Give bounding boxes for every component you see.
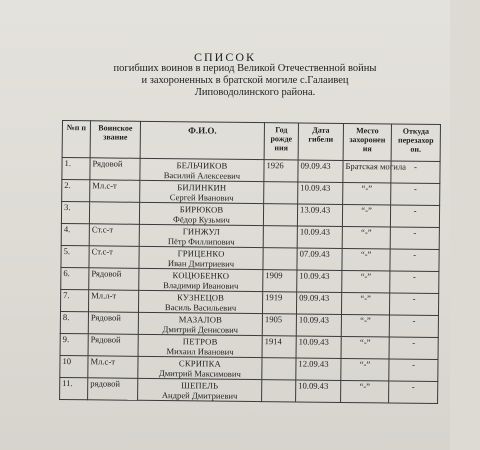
- row-year: [263, 204, 297, 226]
- row-date: 07.09.43: [297, 248, 342, 270]
- row-rank: Рядовой: [90, 158, 140, 181]
- row-fio: [138, 356, 262, 379]
- row-date: 09.09.43: [296, 292, 341, 314]
- row-surname: БИРЮКОВ: [179, 204, 224, 215]
- row-rank: Мл.л-т: [88, 290, 138, 313]
- row-given-name: Андрей Дмитриевич: [161, 390, 238, 401]
- subtitle-line-2: и захороненных в братской могиле с.Галаивец: [141, 75, 349, 86]
- row-place: “-”: [342, 226, 390, 249]
- row-year: [263, 248, 297, 270]
- subtitle-line-3: Липоводолинского района.: [194, 87, 316, 98]
- header-year: Год рожде ния: [264, 123, 298, 160]
- row-date: 09.09.43: [298, 160, 343, 182]
- table-header-row: [62, 121, 440, 162]
- row-num: 3.: [61, 202, 89, 224]
- row-reburial: -: [389, 359, 438, 382]
- row-date: 13.09.43: [297, 204, 342, 226]
- header-fio: Ф.И.О.: [140, 121, 264, 159]
- row-reburial: -: [389, 293, 438, 316]
- row-place: “-”: [342, 248, 390, 271]
- row-given-name: Михаил Иванович: [166, 346, 234, 357]
- row-place: “-”: [341, 336, 389, 359]
- row-num: 1.: [62, 158, 90, 180]
- row-reburial: -: [390, 249, 439, 272]
- row-place: “-”: [342, 270, 390, 293]
- row-surname: ГИНЖУЛ: [182, 226, 220, 237]
- row-num: 11.: [60, 377, 88, 399]
- row-year: 1914: [262, 336, 296, 358]
- header-date: Дата гибели: [298, 123, 343, 160]
- row-surname: ШЕПЕЛЬ: [181, 380, 219, 391]
- header-num: №п п: [62, 121, 90, 158]
- soldiers-table: [59, 120, 441, 404]
- header-rank: Воинское звание: [90, 121, 140, 159]
- row-num: 4.: [61, 223, 89, 245]
- row-fio: [140, 158, 264, 181]
- row-year: [264, 182, 298, 204]
- row-given-name: Пётр Филлипович: [167, 236, 235, 247]
- row-rank: рядовой: [88, 378, 138, 401]
- row-fio: [139, 268, 263, 291]
- row-date: 10.09.43: [296, 380, 341, 402]
- row-rank: Рядовой: [88, 312, 138, 335]
- subtitle-line-1: погибших воинов в период Великой Отечественной войны: [113, 63, 377, 74]
- row-year: [262, 380, 296, 402]
- row-rank: Ст.с-т: [89, 224, 139, 247]
- row-fio: [139, 246, 263, 269]
- row-reburial: -: [389, 337, 438, 360]
- row-surname: ПЕТРОВ: [182, 336, 218, 347]
- row-surname: КОЦЮБЕНКО: [172, 270, 230, 281]
- header-reburial: Откуда перезахор он.: [391, 124, 440, 162]
- row-date: 10.09.43: [296, 314, 341, 336]
- document-title: СПИСОК: [193, 50, 256, 64]
- row-surname: СКРИПКА: [178, 358, 222, 369]
- row-given-name: Василий Алексеевич: [163, 170, 241, 181]
- row-place: “-”: [341, 292, 389, 315]
- row-date: 12.09.43: [296, 358, 341, 380]
- row-reburial: -: [390, 205, 439, 228]
- row-given-name: Василь Васильевич: [164, 302, 237, 313]
- row-rank: Рядовой: [88, 334, 138, 357]
- row-fio: [140, 180, 264, 203]
- row-given-name: Сергей Иванович: [169, 192, 234, 203]
- row-num: 2.: [62, 180, 90, 202]
- row-fio: [138, 334, 262, 357]
- row-surname: МАЗАЛОВ: [178, 314, 223, 325]
- row-place: “-”: [343, 182, 391, 205]
- row-given-name: Дмитрий Денисович: [162, 324, 239, 335]
- row-rank: Рядовой: [89, 268, 139, 291]
- row-surname: БЕЛЬЧИКОВ: [176, 160, 228, 171]
- row-num: 8.: [60, 311, 88, 333]
- row-year: 1909: [263, 270, 297, 292]
- row-surname: БИЛИНКИН: [177, 182, 227, 193]
- row-date: 10.09.43: [298, 182, 343, 204]
- row-num: 10: [60, 355, 88, 377]
- row-fio: [138, 378, 262, 401]
- row-num: 9.: [60, 333, 88, 355]
- row-num: 5.: [61, 245, 89, 267]
- row-place: “-”: [341, 314, 389, 337]
- row-fio: [138, 312, 262, 335]
- row-fio: [139, 202, 263, 225]
- row-date: 10.09.43: [297, 226, 342, 248]
- row-date: 10.09.43: [297, 270, 342, 292]
- row-year: 1905: [262, 314, 296, 336]
- row-date: 10.09.43: [296, 336, 341, 358]
- row-year: 1919: [262, 292, 296, 314]
- row-place: Братская могила: [343, 160, 391, 183]
- row-surname: КУЗНЕЦОВ: [177, 292, 225, 303]
- row-reburial: -: [390, 271, 439, 294]
- header-place: Место захоронен ия: [343, 123, 391, 161]
- row-reburial: -: [391, 183, 440, 206]
- row-place: “-”: [342, 204, 390, 227]
- row-year: [263, 226, 297, 248]
- table-row: [60, 377, 438, 403]
- row-rank: Мл.с-т: [90, 180, 140, 203]
- row-year: [262, 358, 296, 380]
- row-rank: Мл.с-т: [88, 356, 138, 379]
- row-year: 1926: [264, 160, 298, 182]
- row-reburial: -: [390, 227, 439, 250]
- row-reburial: -: [391, 161, 440, 184]
- row-given-name: Иван Дмитриевич: [167, 258, 235, 269]
- row-given-name: Дмитрий Максимович: [158, 368, 241, 379]
- row-place: “-”: [341, 380, 389, 403]
- row-num: 6.: [61, 267, 89, 289]
- row-rank: Ст.с-т: [89, 246, 139, 269]
- row-num: 7.: [60, 289, 88, 311]
- row-fio: [138, 290, 262, 313]
- row-fio: [139, 224, 263, 247]
- row-given-name: Фёдор Кузьмич: [173, 214, 230, 225]
- row-place: “-”: [341, 358, 389, 381]
- row-reburial: -: [389, 315, 438, 338]
- row-given-name: Владимир Иванович: [163, 280, 239, 291]
- row-rank: [89, 202, 139, 225]
- row-surname: ГРИЦЕНКО: [177, 248, 225, 259]
- row-reburial: -: [389, 381, 438, 404]
